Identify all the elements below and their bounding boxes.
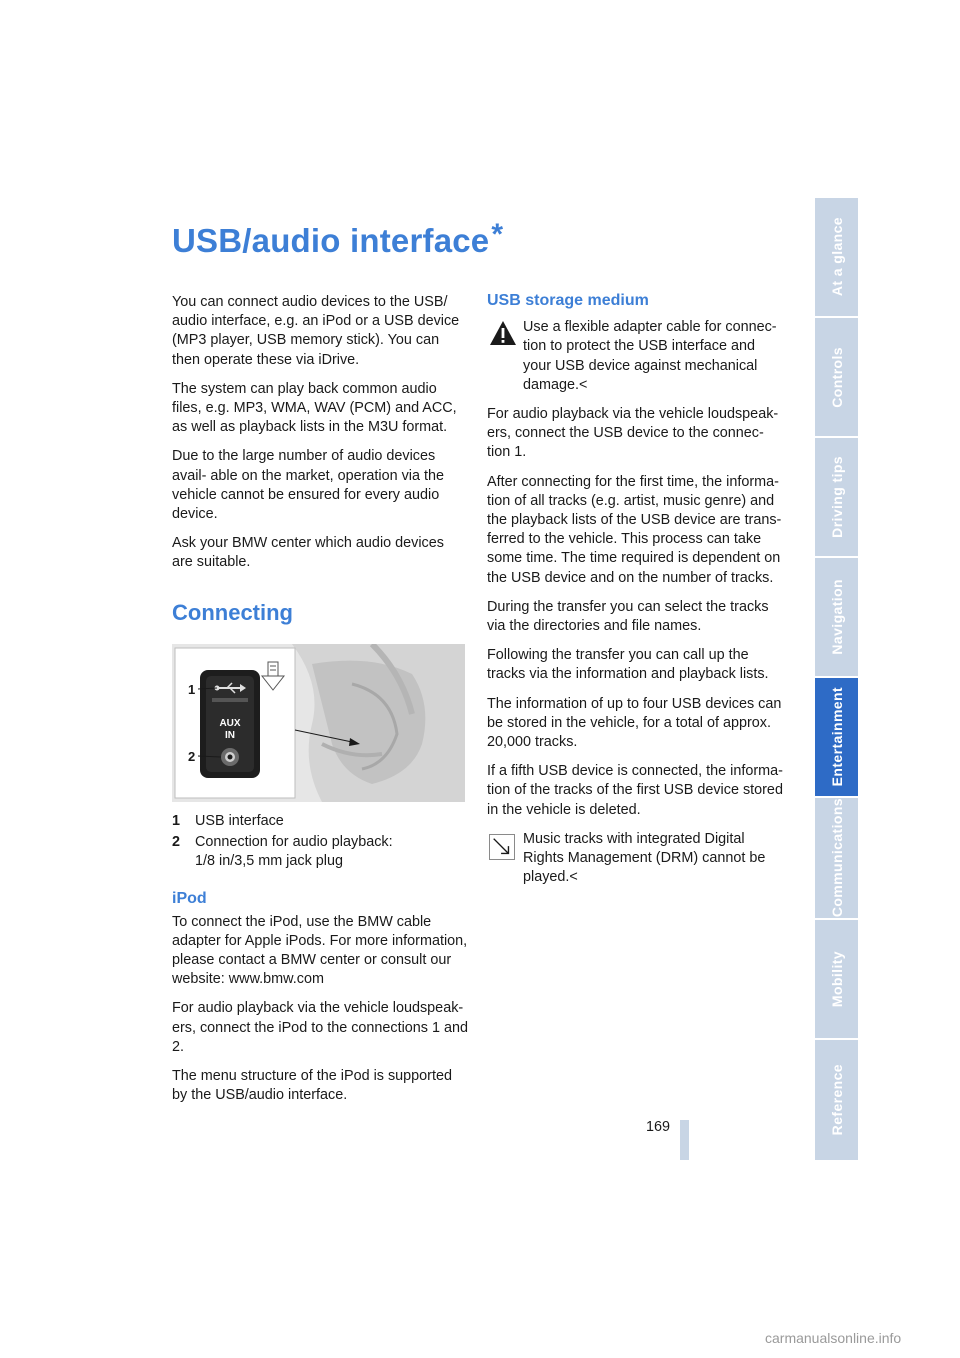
tab-communications[interactable] xyxy=(815,798,858,918)
warning-text: Use a flexible adapter cable for connec- tion to protect the USB interface and your USB device against mechanical damage.< xyxy=(523,319,777,393)
page-title xyxy=(172,218,504,260)
intro-paragraph: Due to the large number of audio devices avail- able on the market, operation via the vehicle cannot be ensured for every audio device. xyxy=(172,448,444,523)
tab-entertainment[interactable] xyxy=(815,678,858,796)
figure-legend xyxy=(172,812,468,872)
usb-paragraph: If a fifth USB device is connected, the informa- tion of the tracks of the first USB device stored in the vehicle is deleted. xyxy=(487,763,783,818)
tab-mobility[interactable] xyxy=(815,920,858,1038)
usb-paragraph: After connecting for the first time, the informa- tion of all tracks (e.g. artist, music genre) and the playback lists of the USB device are trans- ferred to the vehicle. This process can take some time. The time required is dependent on the USB device and on the number of tracks. xyxy=(487,473,782,586)
legend-number: 1 xyxy=(172,812,181,829)
connecting-heading: Connecting xyxy=(172,599,293,625)
callout-2: 2 xyxy=(188,748,196,764)
tab-label: Navigation xyxy=(828,579,845,655)
usb-aux-illustration xyxy=(172,644,465,802)
ipod-heading: iPod xyxy=(172,890,207,908)
hint-note xyxy=(487,830,783,888)
ipod-paragraph: The menu structure of the iPod is supported by the USB/audio interface. xyxy=(172,1068,452,1104)
tab-label: Controls xyxy=(828,346,845,408)
usb-paragraph: For audio playback via the vehicle loudspeak- ers, connect the USB device to the connec- tion 1. xyxy=(487,406,779,461)
tab-at-a-glance[interactable] xyxy=(815,198,858,316)
usb-storage-heading: USB storage medium xyxy=(487,292,649,309)
ipod-paragraph: To connect the iPod, use the BMW cable adapter for Apple iPods. For more information, please contact a BMW center or consult our website: www.bmw.com xyxy=(172,913,468,988)
usb-paragraph: The information of up to four USB devices can be stored in the vehicle, for a total of approx. 20,000 tracks. xyxy=(487,695,782,751)
tab-label: Reference xyxy=(828,1064,845,1136)
ipod-paragraph: For audio playback via the vehicle loudspeak- ers, connect the iPod to the connections 1 and 2. xyxy=(172,1000,469,1055)
chapter-tabs xyxy=(815,198,858,1160)
tab-reference[interactable] xyxy=(815,1040,858,1160)
page-number-marker xyxy=(680,1120,689,1160)
page-title-text: USB/audio interface xyxy=(172,222,490,259)
tab-label: Driving tips xyxy=(828,456,845,538)
tab-label: Entertainment xyxy=(828,687,845,787)
tab-driving-tips[interactable] xyxy=(815,438,858,556)
legend-item xyxy=(172,812,468,831)
left-column xyxy=(172,293,468,1115)
legend-item xyxy=(172,833,468,871)
tab-controls[interactable] xyxy=(815,318,858,436)
legend-text: USB interface xyxy=(195,812,284,829)
optional-equipment-marker: * xyxy=(491,218,504,251)
callout-1: 1 xyxy=(188,681,196,697)
page-number: 169 xyxy=(646,1119,671,1135)
intro-paragraph: The system can play back common audio files, e.g. MP3, WMA, WAV (PCM) and ACC, as well as playback lists in the M3U format. xyxy=(172,380,457,436)
usb-paragraph: Following the transfer you can call up the tracks via the information and playback lists. xyxy=(487,647,769,683)
right-column xyxy=(487,291,783,897)
tab-navigation[interactable] xyxy=(815,558,858,676)
tab-label: Mobility xyxy=(828,950,845,1008)
aux-label: AUX xyxy=(219,717,241,729)
intro-paragraph: You can connect audio devices to the USB/ audio interface, e.g. an iPod or a USB device (MP3 player, USB memory stick). You can then operate these via iDrive. xyxy=(172,294,460,368)
legend-text: Connection for audio playback: 1/8 in/3,5 mm jack plug xyxy=(195,834,393,870)
tab-label: At a glance xyxy=(828,217,845,297)
watermark: carmanualsonline.info xyxy=(765,1330,902,1346)
hint-text: Music tracks with integrated Digital Rights Management (DRM) cannot be played.< xyxy=(523,830,766,886)
warning-icon xyxy=(489,320,517,346)
tab-label: Communications xyxy=(828,798,845,918)
usb-paragraph: During the transfer you can select the tracks via the directories and file names. xyxy=(487,598,769,635)
in-label: IN xyxy=(225,729,235,741)
hint-icon xyxy=(489,834,515,860)
intro-paragraph: Ask your BMW center which audio devices are suitable. xyxy=(172,535,444,571)
legend-number: 2 xyxy=(172,834,181,851)
warning-note xyxy=(487,318,783,395)
usb-aux-figure xyxy=(172,644,465,802)
